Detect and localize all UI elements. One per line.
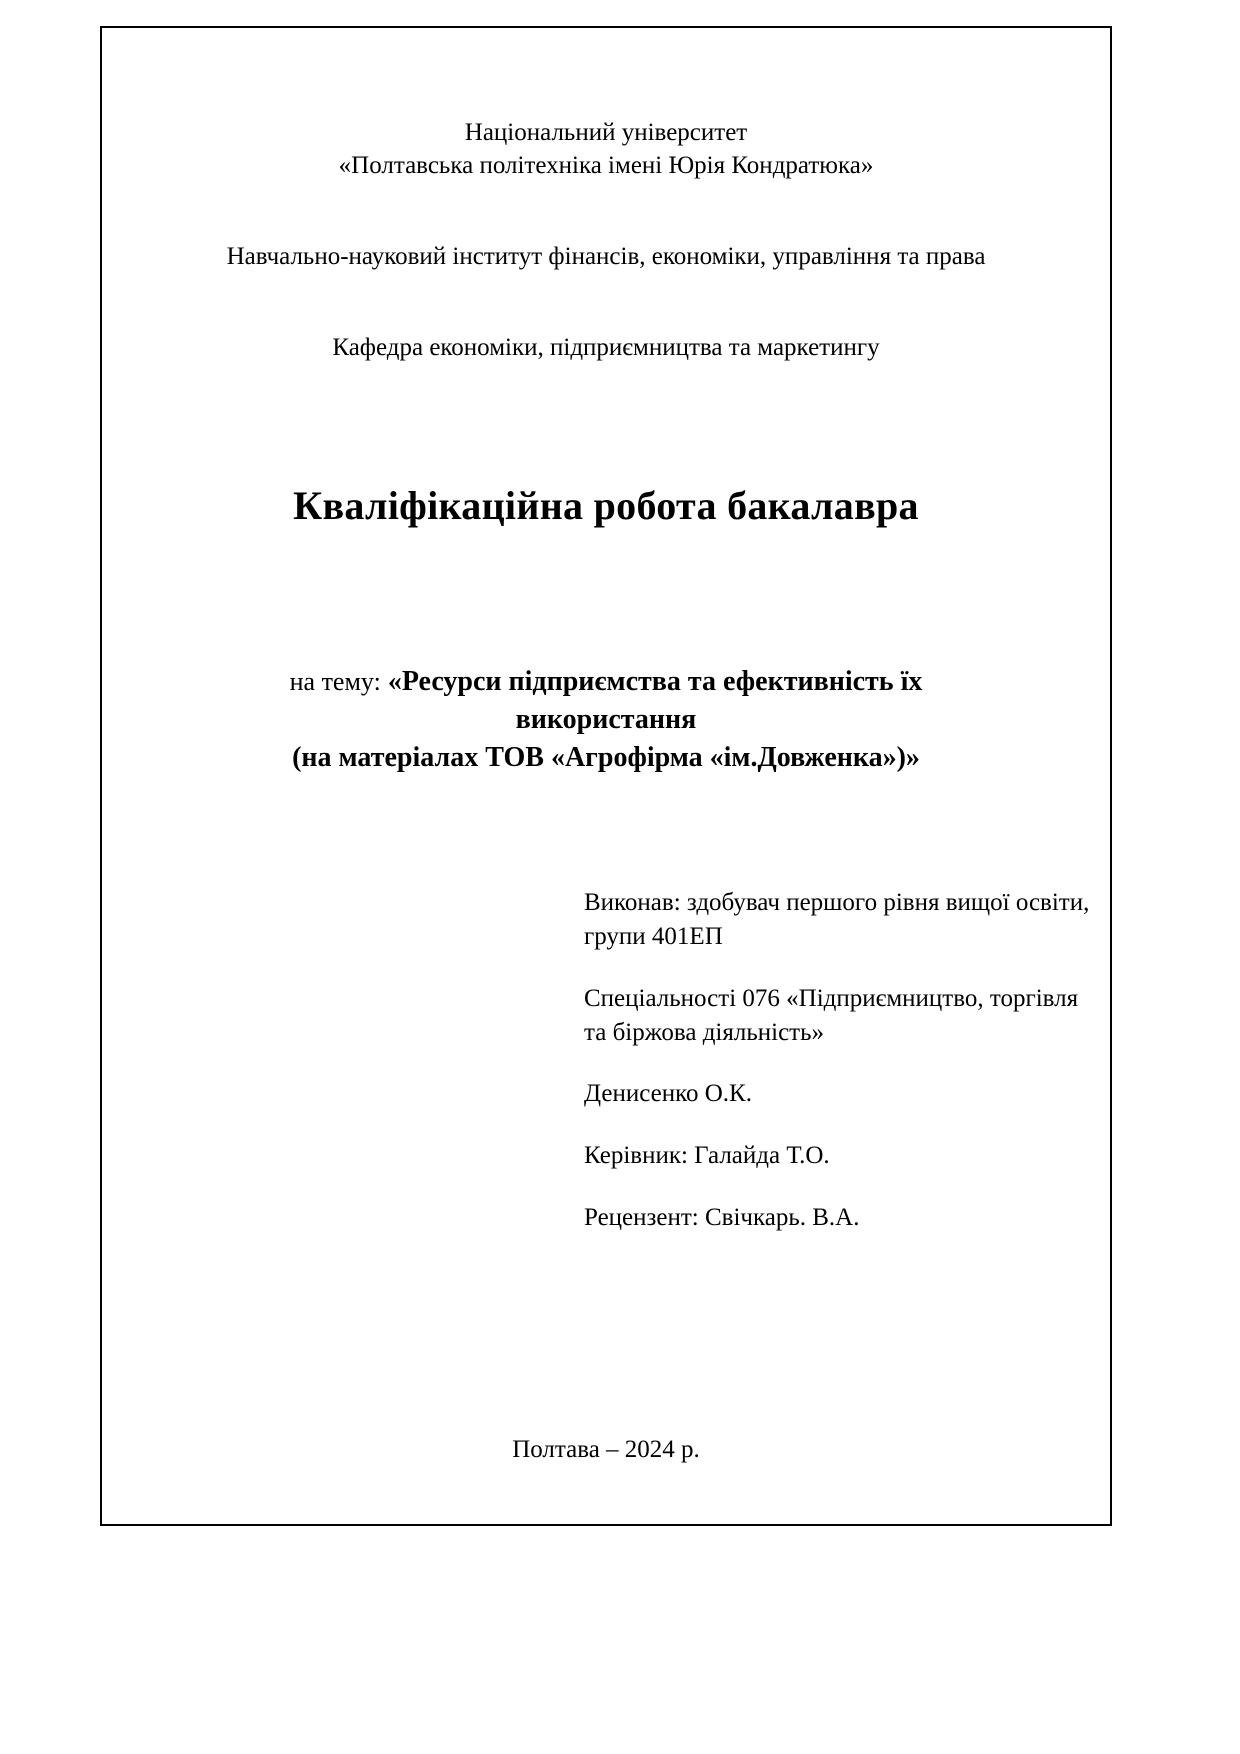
title-page-content	[100, 26, 1112, 1526]
topic-block	[144, 663, 1068, 776]
topic-title-line-3: (на матеріалах ТОВ «Агрофірма «ім.Довженка»)»	[292, 741, 920, 773]
topic-title-line-2: використання	[515, 703, 697, 735]
performed-by-line-2: освіти, групи 401ЕП	[584, 889, 1090, 951]
topic-prefix: на тему:	[289, 667, 381, 696]
performed-by-line-1: Виконав: здобувач першого рівня вищої	[584, 889, 1010, 917]
university-block	[144, 116, 1068, 182]
specialty-line-1: Спеціальності 076 «Підприємництво, торгівля	[584, 984, 1079, 1012]
specialty	[584, 982, 1104, 1050]
performed-by	[584, 886, 1104, 954]
specialty-line-2: та біржова діяльність»	[584, 1018, 825, 1046]
university-name-line-1: Національний університет	[464, 119, 748, 146]
institute-name: Навчально-науковий інститут фінансів, економіки, управління та права	[226, 243, 986, 270]
student-name: Денисенко О.К.	[584, 1080, 752, 1108]
university-name-line-2: «Полтавська політехніка імені Юрія Кондратюка»	[338, 152, 874, 179]
reviewer-name: Рецензент: Свічкарь. В.А.	[584, 1203, 860, 1231]
topic-title-line-1: «Ресурси підприємства та ефективність їх	[387, 666, 923, 697]
supervisor-name: Керівник: Галайда Т.О.	[584, 1142, 830, 1170]
place-and-year: Полтава – 2024 р.	[512, 1436, 700, 1463]
author-details-block	[584, 886, 1104, 1234]
department-name: Кафедра економіки, підприємництва та маркетингу	[332, 334, 880, 361]
work-type-title: Кваліфікаційна робота бакалавра	[293, 483, 919, 528]
